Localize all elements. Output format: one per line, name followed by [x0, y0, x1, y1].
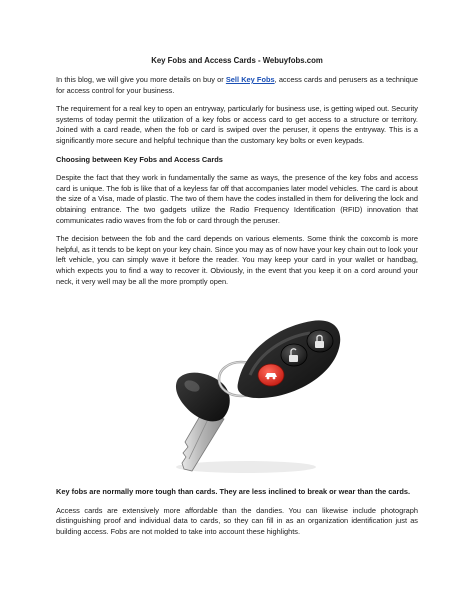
sell-key-fobs-link[interactable]: Sell Key Fobs — [225, 75, 275, 84]
unlock-button — [281, 344, 307, 366]
paragraph-requirement: The requirement for a real key to open an entryway, particularly for business use, is getting wiped out. Security systems of today permit the utilization of a key fobs or access card to get access to a structure or territory. Joined with a card reade, when the fob or card is swiped over the peruser, it opens the entryway. This is a significantly more secure and helpful technique than the customary key bolts or even keypads. — [56, 104, 418, 145]
key-head — [176, 373, 230, 422]
paragraph-decision: The decision between the fob and the card depends on various elements. Some think the coxcomb is more helpful, as it tends to be kept on your key chain. Since you may as of now have your key chain out to look your left vehicle, you can simply wave it before the reader. You may keep your card in your wallet or handbag, which expects you to find a way to recover it. Obviously, in the event that you keep it on a cord around your neck, it very well may be all the more promptly open. — [56, 234, 418, 286]
panic-button — [258, 364, 284, 386]
document-page — [56, 56, 418, 537]
key-fob-figure — [56, 291, 418, 479]
section-heading-durability: Key fobs are normally more tough than cards. They are less inclined to break or wear than the cards. — [56, 487, 411, 497]
lock-button — [307, 330, 333, 352]
car-key-fob-icon — [126, 291, 346, 479]
intro-text-after: , access cards and perusers as a technique for access control for your business. — [56, 75, 418, 95]
page-title: Key Fobs and Access Cards - Webuyfobs.com — [151, 56, 323, 65]
intro-text-before: In this blog, we will give you more details on buy or — [56, 75, 226, 84]
paragraph-cost: Access cards are extensively more affordable than the dandies. You can likewise include photograph distinguishing proof and individual data to cards, so they can fill in as an organization identification just as building access. Fobs are not molded to take into account these highlights. — [56, 505, 418, 536]
intro-paragraph — [56, 75, 418, 96]
section-heading-choosing: Choosing between Key Fobs and Access Cards — [56, 154, 223, 164]
paragraph-comparison: Despite the fact that they work in fundamentally the same as ways, the presence of the key fobs and access card is unique. The fob is like that of a keyless far off that accompanies later model vehicles. The card is about the size of a Visa, made of plastic. The two of them have the codes installed in them for delivering the lock and obtaining entrance. The two gadgets utilize the Radio Frequency Identification (RFID) innovation that communicates radio waves from the fob or card through the peruser. — [56, 173, 418, 225]
